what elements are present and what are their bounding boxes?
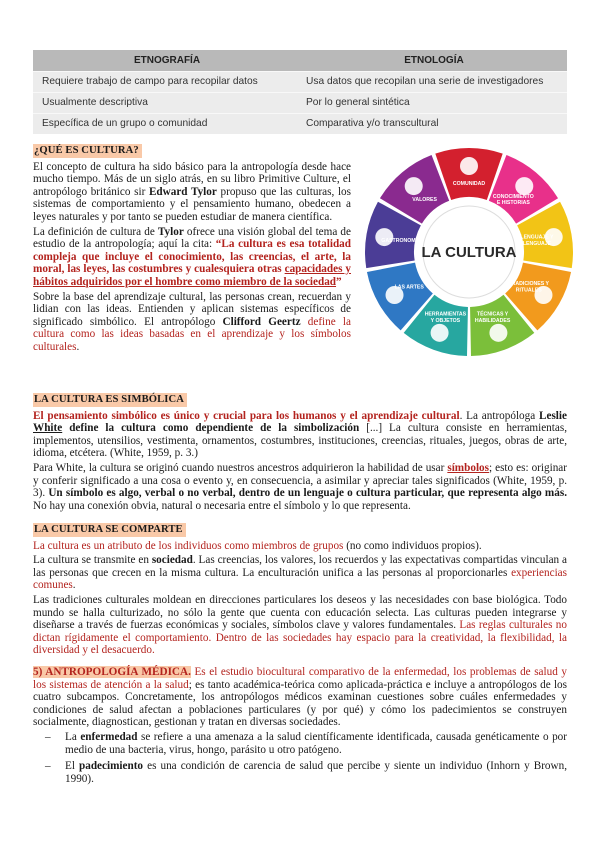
text: La definición de cultura de	[33, 225, 158, 238]
table-cell: Usualmente descriptiva	[33, 92, 301, 113]
quote-text-underlined: capacidades y hábitos adquiridos por el hombre como miembro de la sociedad	[33, 263, 351, 288]
table-cell: Por lo general sintética	[301, 92, 567, 113]
segment-icon	[460, 157, 478, 175]
section-heading: ¿QUÉ ES CULTURA?	[33, 144, 142, 158]
text: es una condición de carencia de salud que percibe y siente un individuo (Inhorn y Brown, 1990).	[65, 760, 567, 785]
paragraph	[33, 291, 351, 354]
bold-text: Un símbolo es algo, verbal o no verbal, dentro de un lenguaje o cultura particular, que representa algo más.	[48, 487, 567, 500]
paragraph	[33, 161, 351, 224]
cultura-wheel-infographic	[360, 143, 578, 361]
text: Sobre la base del aprendizaje cultural, las personas crean, recuerdan y lidian con las ideas. Entienden y aplican sistemas específicos de significado simbólico. El antropólogo	[33, 290, 351, 328]
wheel-segment-label: CONOCIMIENTO E HISTORIAS	[492, 193, 534, 207]
text: Para White, la cultura se originó cuando nuestros ancestros adquirieron la habilidad de usar	[33, 461, 448, 474]
highlighted-text: Es el estudio biocultural comparativo de la enfermedad, los problemas de salud y los sistemas de atención a la salud	[33, 666, 567, 691]
text: Las tradiciones culturales moldean en direcciones particulares los deseos y las necesidades con base biológica. Todo mundo se halla culturizado, no sólo la gente que cuenta con educación selecta. Las culturas pueden integrarse y diseñarse a través de fuerzas económicas y sociales, símbolos clave y valores fundamentales.	[33, 593, 567, 632]
highlighted-text: experiencias comunes	[33, 566, 567, 592]
table-cell: Usa datos que recopilan una serie de investigadores	[301, 71, 567, 92]
quote-close: ”	[336, 275, 342, 288]
text: (no como individuos propios).	[343, 539, 482, 552]
term: padecimiento	[79, 760, 144, 773]
bold-text: sociedad	[151, 554, 193, 567]
section-heading: LA CULTURA SE COMPARTE	[33, 523, 186, 537]
section-heading: 5) ANTROPOLOGÍA MÉDICA.	[33, 666, 191, 678]
paragraph	[33, 540, 567, 553]
paragraph	[33, 462, 567, 512]
wheel-segment-label: LAS ARTES	[394, 284, 424, 291]
list-item	[65, 731, 567, 756]
wheel-center-title: LA CULTURA	[421, 244, 517, 261]
list-item	[65, 760, 567, 785]
table-row	[33, 92, 567, 113]
text: El concepto de cultura ha sido básico para la antropología desde hace mucho tiempo. Más de un siglo atrás, en su libro Primitive Culture, el antropólogo británico sir	[33, 160, 351, 198]
text: El	[65, 760, 80, 773]
text: .	[76, 340, 80, 353]
paragraph	[33, 666, 567, 729]
column-header-etnologia: ETNOLOGÍA	[301, 50, 567, 71]
table-header-row	[33, 50, 567, 71]
section-que-es-cultura	[33, 144, 351, 356]
table-row	[33, 71, 567, 92]
definition-list	[65, 731, 567, 785]
keyword-simbolos: símbolos	[447, 461, 489, 474]
comparison-table	[33, 50, 567, 134]
highlighted-text: El pensamiento simbólico es único y crucial para los humanos y el aprendizaje cultural	[33, 409, 460, 422]
table-cell: Requiere trabajo de campo para recopilar datos	[33, 71, 301, 92]
segment-icon	[405, 177, 423, 195]
paragraph	[33, 554, 567, 592]
section-cultura-simbolica	[33, 393, 567, 514]
text	[301, 316, 308, 328]
wheel-segment-label: TRADICIONES Y RITUALES	[508, 281, 550, 294]
text: [...] La cultura consiste en herramientas, implementos, utensilios, vestimenta, ornamentos, costumbres, instituciones, creencias, rituales, juegos, obras de arte, idioma, etcétera. (White, 1959, p. 3.)	[33, 422, 568, 460]
text: La cultura se transmite en	[33, 554, 152, 567]
text: ofrece una visión global del tema de estudio de la antropología; aquí la cita:	[33, 225, 351, 251]
table-cell: Específica de un grupo o comunidad	[33, 113, 301, 134]
text: propuso que las culturas, los sistemas de comportamiento y el pensamiento humano, obedecen a leyes naturales y por tanto se pueden estudiar de manera científica.	[33, 185, 352, 223]
section-antropologia-medica	[33, 666, 567, 789]
text: . Las creencias, los valores, los recuerdos y las expectativas compartidas vinculan a las personas que crecen en la misma cultura. La enculturación unifica a las personas al proporcionarles	[33, 554, 568, 579]
column-header-etnografia: ETNOGRAFÍA	[33, 50, 301, 71]
section-cultura-se-comparte	[33, 523, 567, 659]
segment-icon	[515, 177, 533, 195]
segment-icon	[489, 324, 507, 342]
highlighted-text: Las reglas culturales no dictan rígidamente el comportamiento. Dentro de las sociedades hay espacio para la creatividad, la flexibilidad, la diversidad y el desacuerdo.	[33, 619, 567, 657]
author-name: Clifford Geertz	[222, 315, 301, 328]
wheel-segment-label: COMUNIDAD	[452, 181, 486, 187]
highlighted-text: La cultura es un atributo de los individuos como miembros de grupos	[33, 539, 344, 552]
term: enfermedad	[80, 730, 138, 743]
paragraph	[33, 410, 567, 460]
wheel-segment-label: LENGUAJE Y LENGUAJE	[520, 234, 554, 248]
text: No hay una conexión obvia, natural o necesaria entre el símbolo y lo que representa.	[33, 499, 411, 512]
text: ; es tanto académica-teórica como aplicada-práctica e incluye a antropólogos de los cuatro subcampos. Concretamente, los antropólogos médicos examinan cuestiones sobre cuáles enfermedades y condiciones de salud afectan a poblaciones particulares (y por qué) y cómo los padecimientos se construyen socialmente, diagnostican, gestionan y tratan en diversas sociedades.	[33, 678, 568, 729]
text: se refiere a una amenaza a la salud científicamente identificada, causada genéticamente o por medio de una bacteria, virus, hongo, parásito u otro patógeno.	[65, 730, 567, 756]
author-surname: White	[33, 422, 63, 435]
quote-text: “La cultura es esa totalidad compleja que incluye el conocimiento, las creencias, el arte, la moral, las leyes, las costumbres y cualesquiera otras	[33, 238, 351, 276]
wheel-segment-label: HERRAMIENTAS Y OBJETOS	[424, 311, 467, 324]
author-name: Tylor	[157, 225, 184, 238]
paragraph	[33, 226, 351, 289]
text: La	[65, 730, 81, 743]
paragraph	[33, 594, 567, 657]
text: . La antropóloga	[459, 409, 540, 422]
author-name: Edward Tylor	[148, 185, 217, 198]
table-row	[33, 113, 567, 134]
text: ; esto es: originar y conferir significado a una cosa o evento y, en consecuencia, a asimilar y apreciar tales significados (White, 1959, p. 3).	[33, 461, 567, 500]
wheel-segment-label: VALORES	[412, 197, 437, 204]
author-name: Leslie	[539, 409, 567, 422]
wheel-segment-label: TÉCNICAS Y HABILIDADES	[474, 311, 511, 324]
wheel-segment-label: GASTRONOMÍA	[381, 238, 421, 245]
bold-text: define la cultura como dependiente de la simbolización	[62, 422, 360, 435]
text: .	[72, 579, 76, 592]
segment-icon	[431, 324, 449, 342]
section-heading: LA CULTURA ES SIMBÓLICA	[33, 393, 187, 407]
table-cell: Comparativa y/o transcultural	[301, 113, 567, 134]
highlighted-text: define la cultura como las ideas basadas en el aprendizaje y los símbolos culturales	[33, 315, 352, 353]
